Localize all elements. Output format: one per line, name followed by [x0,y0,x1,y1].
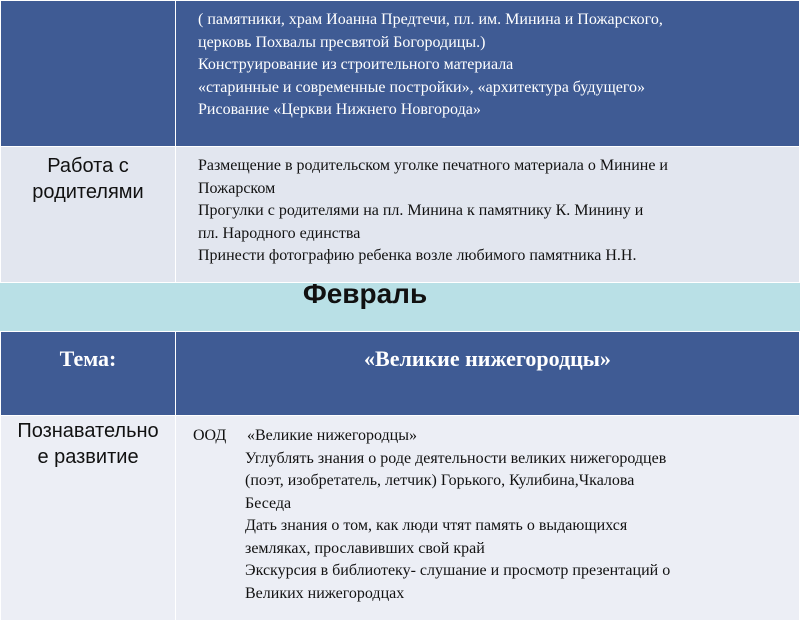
ood-block [177,417,798,605]
text-line: Экскурсия в библиотеку- слушание и просмотр презентаций о [245,562,671,579]
text-line: ( памятники, храм Иоанна Предтечи, пл. им. Минина и Пожарского, [198,11,663,28]
theme-value-cell: «Великие нижегородцы» [176,332,800,416]
bottom-table [0,331,800,621]
table-row [1,147,800,283]
text-line: Рисование «Церкви Нижнего Новгорода» [198,101,481,118]
ood-title: «Великие нижегородцы» [247,427,417,444]
cognitive-label-cell [1,416,176,621]
theme-label-cell: Тема: [1,332,176,416]
text-line: земляках, прославивших свой край [245,539,485,557]
text-line: Размещение в родительском уголке печатного материала о Минине и [198,157,668,174]
table-header-row [1,332,800,416]
text-line: Принести фотографию ребенка возле любимого памятника Н.Н. [198,247,637,264]
label-line: родителями [32,181,144,203]
text-line: Пожарском [198,179,276,197]
ood-label: ООД [193,427,227,444]
ood-cell [176,416,800,621]
text-line: Конструирование из строительного материала [198,56,514,73]
text-line: Дать знания о том, как люди чтят память о выдающихся [245,517,628,534]
text-line: Беседа [245,494,292,512]
label-line: е развитие [37,446,139,468]
text-line: Прогулки с родителями на пл. Минина к памятнику К. Минину и [198,202,644,219]
ood-body [229,425,670,605]
text-line: церковь Похвалы пресвятой Богородицы.) [198,33,486,51]
month-title: Февраль [302,278,428,309]
text-line: Великих нижегородцах [245,584,405,602]
text-line: (поэт, изобретатель, летчик) Горького, Кулибина,Чкалова [245,472,635,489]
table-row [1,1,800,147]
table-row [1,416,800,621]
label-line: Работа с [47,155,129,177]
text-line: Углублять знания о роде деятельности великих нижегородцев [245,449,667,467]
parents-activities-cell [176,147,800,283]
parents-label-cell [1,147,176,283]
text-line: «старинные и современные постройки», «архитектура будущего» [198,78,646,96]
empty-header-cell [1,1,176,147]
text-line: пл. Народного единства [198,224,361,242]
activities-cell [176,1,800,147]
label-line: Познавательно [17,420,159,442]
top-table [0,0,800,283]
